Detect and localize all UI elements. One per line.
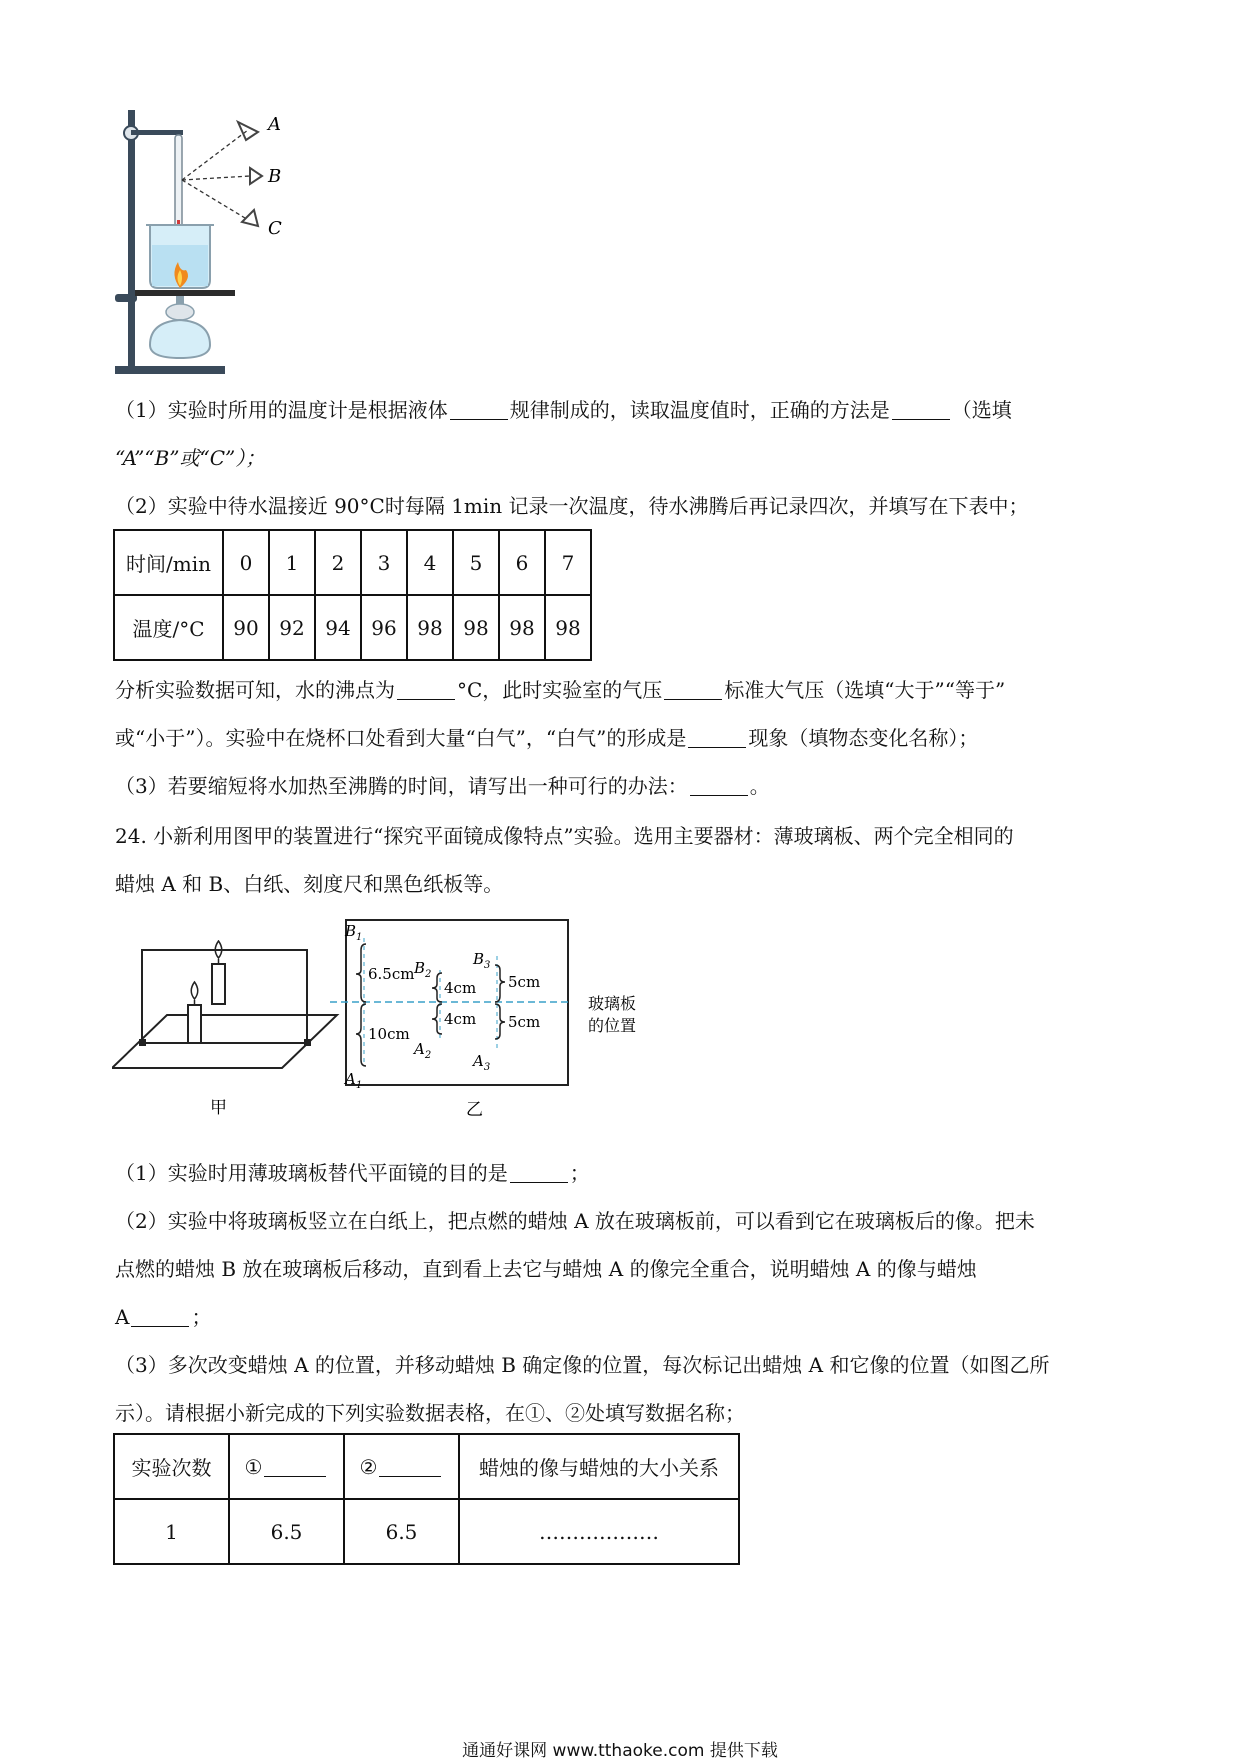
q23-analysis-line1: 分析实验数据可知，水的沸点为 °C，此时实验室的气压 标准大气压（选填“大于”“等于” — [115, 678, 1006, 702]
table-cell: 2 — [315, 530, 361, 595]
table-cell: 6.5 — [229, 1499, 344, 1564]
q23-part1-line2: “A”“B”或“C”）； — [115, 446, 266, 470]
q24-part3-line2: 示）。请根据小新完成的下列实验数据表格，在①、②处填写数据名称； — [115, 1401, 745, 1425]
label-a2: $A_2$ — [414, 1040, 432, 1061]
answer-blank[interactable] — [892, 401, 950, 420]
distance-b3: 5cm — [508, 973, 541, 991]
distance-b1: 6.5cm — [368, 965, 415, 983]
q23-part3: （3）若要缩短将水加热至沸腾的时间，请写出一种可行的办法： 。 — [115, 774, 770, 798]
table-row-label: 时间/min — [114, 530, 223, 595]
table-header: ① — [229, 1434, 344, 1499]
figure-caption: 乙 — [466, 1100, 483, 1120]
table-cell: 98 — [453, 595, 499, 660]
answer-blank[interactable] — [397, 681, 455, 700]
glass-position-label: 玻璃板 — [588, 994, 637, 1013]
table-header: 实验次数 — [114, 1434, 229, 1499]
page-footer: 通通好课网 www.tthaoke.com 提供下载 — [462, 1741, 778, 1761]
label-b1: $B_1$ — [345, 922, 363, 943]
figure-caption: 甲 — [210, 1098, 227, 1118]
distance-a1: 10cm — [368, 1025, 410, 1043]
q24-part3-line1: （3）多次改变蜡烛 A 的位置，并移动蜡烛 B 确定像的位置，每次标记出蜡烛 A 和它像的位置（如图乙所 — [115, 1353, 1050, 1377]
distance-a3: 5cm — [508, 1013, 541, 1031]
q24-part2-line2: 点燃的蜡烛 B 放在玻璃板后移动，直到看上去它与蜡烛 A 的像完全重合，说明蜡烛 A 的像与蜡烛 — [115, 1257, 977, 1281]
eye-label-b: B — [268, 166, 282, 187]
answer-blank[interactable] — [450, 401, 508, 420]
answer-blank[interactable] — [688, 729, 746, 748]
answer-blank[interactable] — [379, 1458, 441, 1477]
table-cell: 3 — [361, 530, 407, 595]
temperature-table — [113, 529, 592, 661]
mirror-data-table — [113, 1433, 740, 1565]
label-b2: $B_2$ — [414, 959, 432, 980]
table-cell: 90 — [223, 595, 269, 660]
table-cell: 98 — [407, 595, 453, 660]
table-cell: 4 — [407, 530, 453, 595]
table-cell: 1 — [114, 1499, 229, 1564]
table-cell: 7 — [545, 530, 591, 595]
distance-b2: 4cm — [444, 979, 477, 997]
figure-jia-glass-setup — [112, 940, 342, 1120]
thermometer-apparatus-figure — [110, 100, 340, 380]
table-cell: 96 — [361, 595, 407, 660]
table-row-label: 温度/°C — [114, 595, 223, 660]
q24-intro-line1: 24. 小新利用图甲的装置进行“探究平面镜成像特点”实验。选用主要器材：薄玻璃板、两个完全相同的 — [115, 824, 1014, 848]
label-a3: $A_3$ — [473, 1052, 491, 1073]
answer-blank[interactable] — [510, 1164, 568, 1183]
table-cell: 6 — [499, 530, 545, 595]
answer-blank[interactable] — [264, 1458, 326, 1477]
table-cell: 0 — [223, 530, 269, 595]
label-b3: $B_3$ — [473, 950, 491, 971]
table-cell: ……………… — [459, 1499, 739, 1564]
q23-part1-line1: （1）实验时所用的温度计是根据液体 规律制成的，读取温度值时，正确的方法是 （选填 — [115, 398, 1012, 422]
eye-label-c: C — [268, 218, 282, 239]
q24-part1: （1）实验时用薄玻璃板替代平面镜的目的是 ； — [115, 1161, 590, 1185]
table-cell: 94 — [315, 595, 361, 660]
glass-position-label: 的位置 — [588, 1016, 637, 1035]
table-cell: 98 — [499, 595, 545, 660]
q23-analysis-line2: 或“小于”）。实验中在烧杯口处看到大量“白气”，“白气”的形成是 现象（填物态变化名称）； — [115, 726, 979, 750]
answer-blank[interactable] — [664, 681, 722, 700]
table-cell: 5 — [453, 530, 499, 595]
q24-part2-line1: （2）实验中将玻璃板竖立在白纸上，把点燃的蜡烛 A 放在玻璃板前，可以看到它在玻璃板后的像。把未 — [115, 1209, 1035, 1233]
label-a1: $A_1$ — [345, 1070, 363, 1091]
table-cell: 92 — [269, 595, 315, 660]
table-cell: 98 — [545, 595, 591, 660]
figure-yi-image-positions — [330, 918, 670, 1123]
distance-a2: 4cm — [444, 1010, 477, 1028]
q24-part2-line3: A ； — [115, 1305, 212, 1329]
answer-blank[interactable] — [690, 777, 748, 796]
q23-part2: （2）实验中待水温接近 90°C时每隔 1min 记录一次温度，待水沸腾后再记录四次，并填写在下表中； — [115, 494, 1029, 518]
eye-label-a: A — [268, 114, 281, 135]
table-cell: 6.5 — [344, 1499, 459, 1564]
table-header: ② — [344, 1434, 459, 1499]
table-header: 蜡烛的像与蜡烛的大小关系 — [459, 1434, 739, 1499]
table-cell: 1 — [269, 530, 315, 595]
q24-intro-line2: 蜡烛 A 和 B、白纸、刻度尺和黑色纸板等。 — [115, 872, 504, 896]
answer-blank[interactable] — [131, 1308, 189, 1327]
